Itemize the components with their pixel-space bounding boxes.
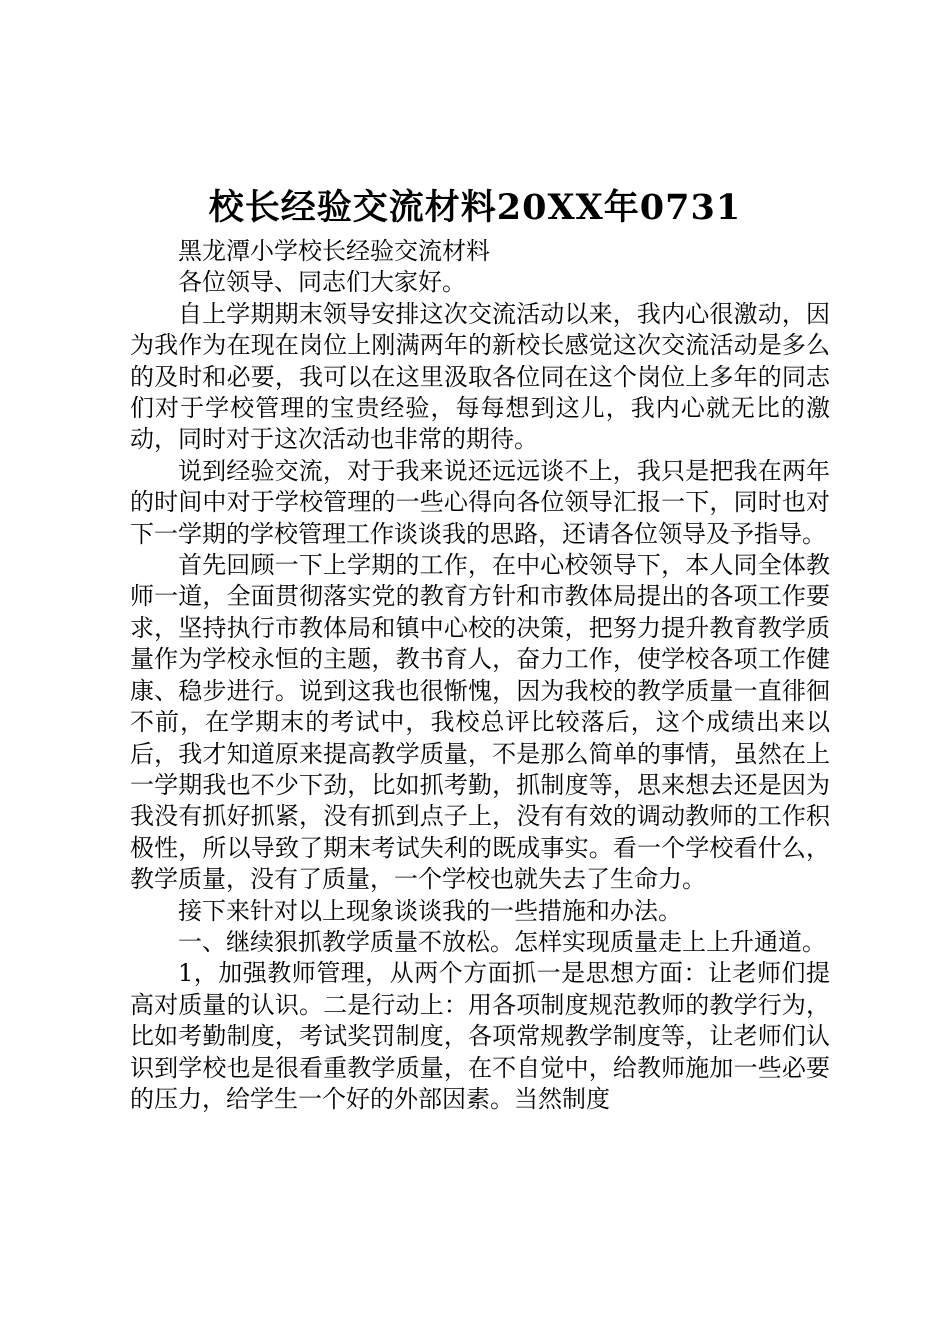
paragraph-item-one: 1，加强教师管理，从两个方面抓一是思想方面：让老师们提高对质量的认识。二是行动上：用各项制度规范教师的教学行为，比如考勤制度，考试奖罚制度，各项常规教学制度等，让老师们认识到学校也是很看重教学质量，在不自觉中，给教师施加一些必要的压力，给学生一个好的外部因素。当然制度 xyxy=(130,959,830,1113)
document-title: 校长经验交流材料20XX年0731 xyxy=(208,187,742,228)
paragraph-greeting: 各位领导、同志们大家好。 xyxy=(178,268,466,297)
paragraph-measures-intro: 接下来针对以上现象谈谈我的一些措施和办法。 xyxy=(178,896,682,925)
document-body xyxy=(130,236,830,1115)
paragraph-school-name: 黑龙潭小学校长经验交流材料 xyxy=(178,237,490,265)
paragraph-section-one: 一、继续狠抓教学质量不放松。怎样实现质量走上上升通道。 xyxy=(178,927,826,956)
paragraph-review: 首先回顾一下上学期的工作，在中心校领导下，本人同全体教师一道，全面贯彻落实党的教育方针和市教体局提出的各项工作要求，坚持执行市教体局和镇中心校的决策，把努力提升教育教学质量作为学校永恒的主题，教书育人，奋力工作，使学校各项工作健康、稳步进行。说到这我也很惭愧，因为我校的教学质量一直徘徊不前，在学期末的考试中，我校总评比较落后，这个成绩出来以后，我才知道原来提高教学质量，不是那么简单的事情，虽然在上一学期我也不少下劲，比如抓考勤，抓制度等，思来想去还是因为我没有抓好抓紧，没有抓到点子上，没有有效的调动教师的工作积极性，所以导致了期末考试失利的既成事实。看一个学校看什么，教学质量，没有了质量，一个学校也就失去了生命力。 xyxy=(130,551,830,894)
paragraph-experience: 说到经验交流，对于我来说还远远谈不上，我只是把我在两年的时间中对于学校管理的一些心得向各位领导汇报一下，同时也对下一学期的学校管理工作谈谈我的思路，还请各位领导及予指导。 xyxy=(130,456,830,548)
paragraph-introduction: 自上学期期末领导安排这次交流活动以来，我内心很激动，因为我作为在现在岗位上刚满两年的新校长感觉这次交流活动是多么的及时和必要，我可以在这里汲取各位同在这个岗位上多年的同志们对于学校管理的宝贵经验，每每想到这儿，我内心就无比的激动，同时对于这次活动也非常的期待。 xyxy=(130,299,830,454)
